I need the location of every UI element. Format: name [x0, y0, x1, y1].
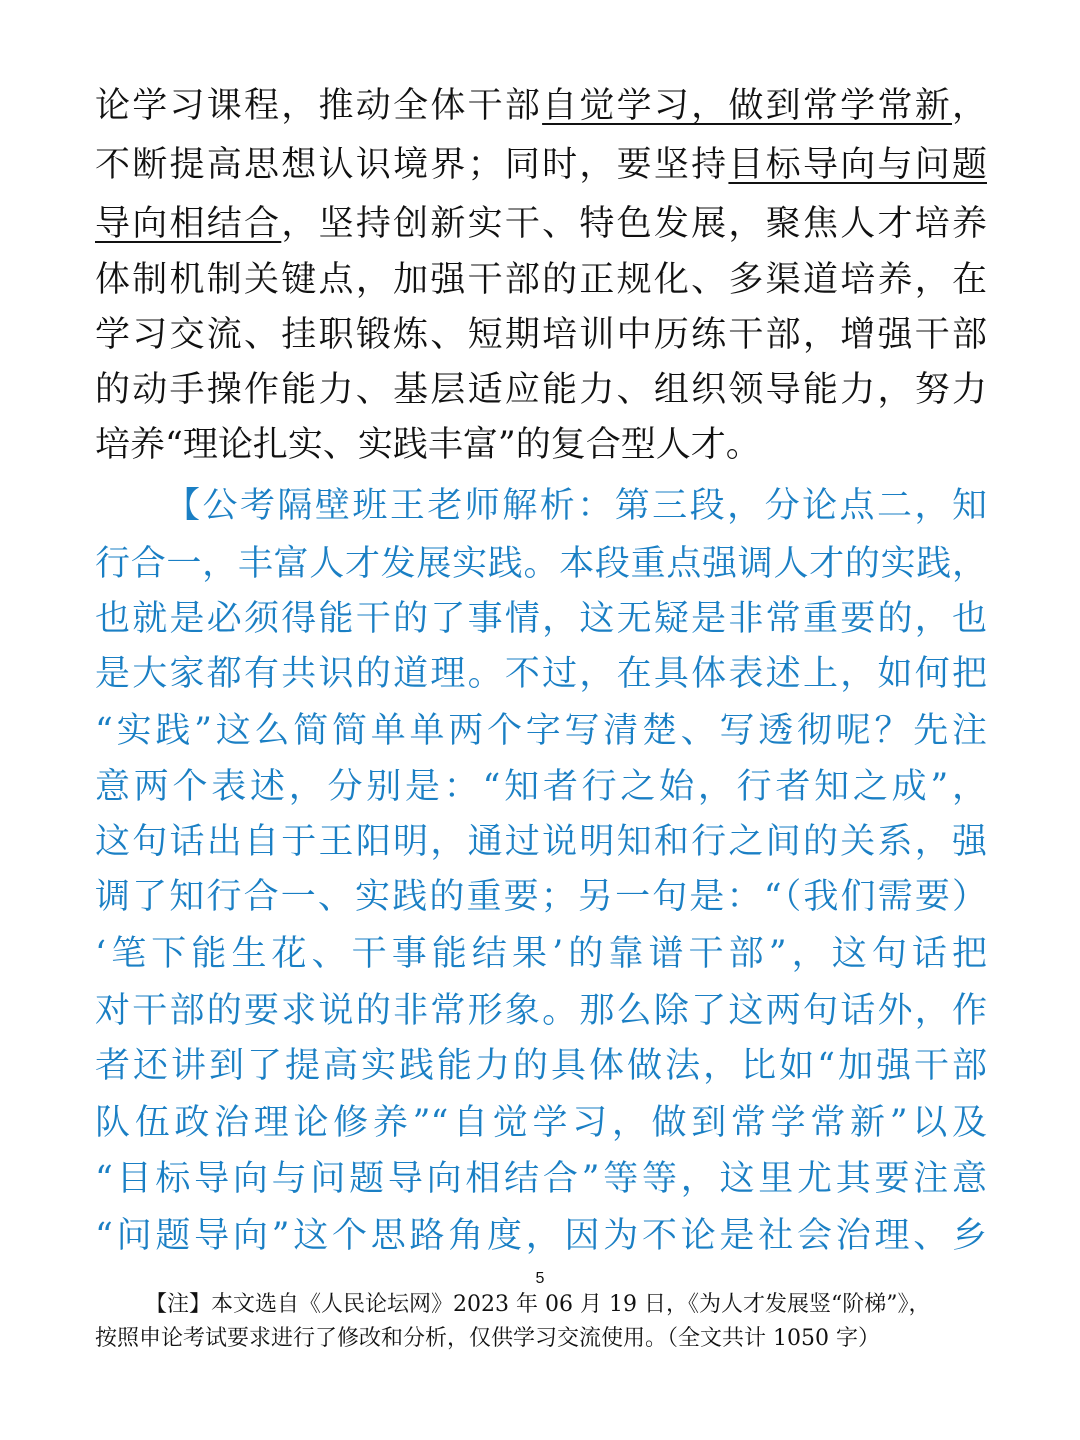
analysis-line-9: ‘笔下能生花、干事能结果’的靠谱干部”，这句话把 [95, 934, 987, 974]
body-text: 不断提高思想认识境界；同时，要坚持 [95, 145, 729, 185]
analysis-line-1: 【公考隔壁班王老师解析：第三段，分论点二，知 [165, 486, 987, 526]
body-line-6: 的动手操作能力、基层适应能力、组织领导能力，努力 [95, 370, 987, 410]
body-line-7: 培养“理论扎实、实践丰富”的复合型人才。 [95, 425, 761, 465]
underlined-phrase: 自觉学习，做到常学常新 [542, 86, 952, 126]
body-line-1 [95, 78, 987, 134]
analysis-line-11: 者还讲到了提高实践能力的具体做法，比如“加强干部 [95, 1046, 987, 1086]
analysis-line-14: “问题导向”这个思路角度，因为不论是社会治理、乡 [95, 1216, 987, 1256]
underlined-phrase: 目标导向与问题 [728, 145, 987, 185]
analysis-line-10: 对干部的要求说的非常形象。那么除了这两句话外，作 [95, 991, 987, 1031]
body-line-5: 学习交流、挂职锻炼、短期培训中历练干部，增强干部 [95, 315, 987, 355]
body-line-3 [95, 196, 987, 252]
body-line-4: 体制机制关键点，加强干部的正规化、多渠道培养，在 [95, 260, 987, 300]
footnote-line-2: 按照申论考试要求进行了修改和分析，仅供学习交流使用。（全文共计 1050 字） [95, 1326, 880, 1351]
analysis-line-6: 意两个表述，分别是：“知者行之始，行者知之成”， [95, 767, 987, 807]
analysis-line-7: 这句话出自于王阳明，通过说明知和行之间的关系，强 [95, 822, 987, 862]
analysis-line-12: 队伍政治理论修养”“自觉学习，做到常学常新”以及 [95, 1103, 987, 1143]
analysis-line-8: 调了知行合一、实践的重要；另一句是：“（我们需要） [95, 877, 987, 917]
body-text: ， [951, 86, 987, 126]
body-text: 论学习课程，推动全体干部 [95, 86, 543, 126]
analysis-line-2: 行合一，丰富人才发展实践。本段重点强调人才的实践， [95, 544, 987, 584]
analysis-line-3: 也就是必须得能干的了事情，这无疑是非常重要的，也 [95, 599, 987, 639]
footnote-line-1: 【注】本文选自《人民论坛网》2023 年 06 月 19 日，《为人才发展竖“阶梯”》， [145, 1292, 931, 1317]
body-line-2 [95, 137, 987, 193]
analysis-line-5: “实践”这么简简单单两个字写清楚、写透彻呢？先注 [95, 711, 987, 751]
analysis-line-4: 是大家都有共识的道理。不过，在具体表述上，如何把 [95, 654, 987, 694]
underlined-phrase: 导向相结合 [95, 204, 282, 244]
body-text: ，坚持创新实干、特色发展，聚焦人才培养 [281, 204, 987, 244]
page-number: 5 [535, 1270, 545, 1287]
analysis-line-13: “目标导向与问题导向相结合”等等，这里尤其要注意 [95, 1159, 987, 1199]
